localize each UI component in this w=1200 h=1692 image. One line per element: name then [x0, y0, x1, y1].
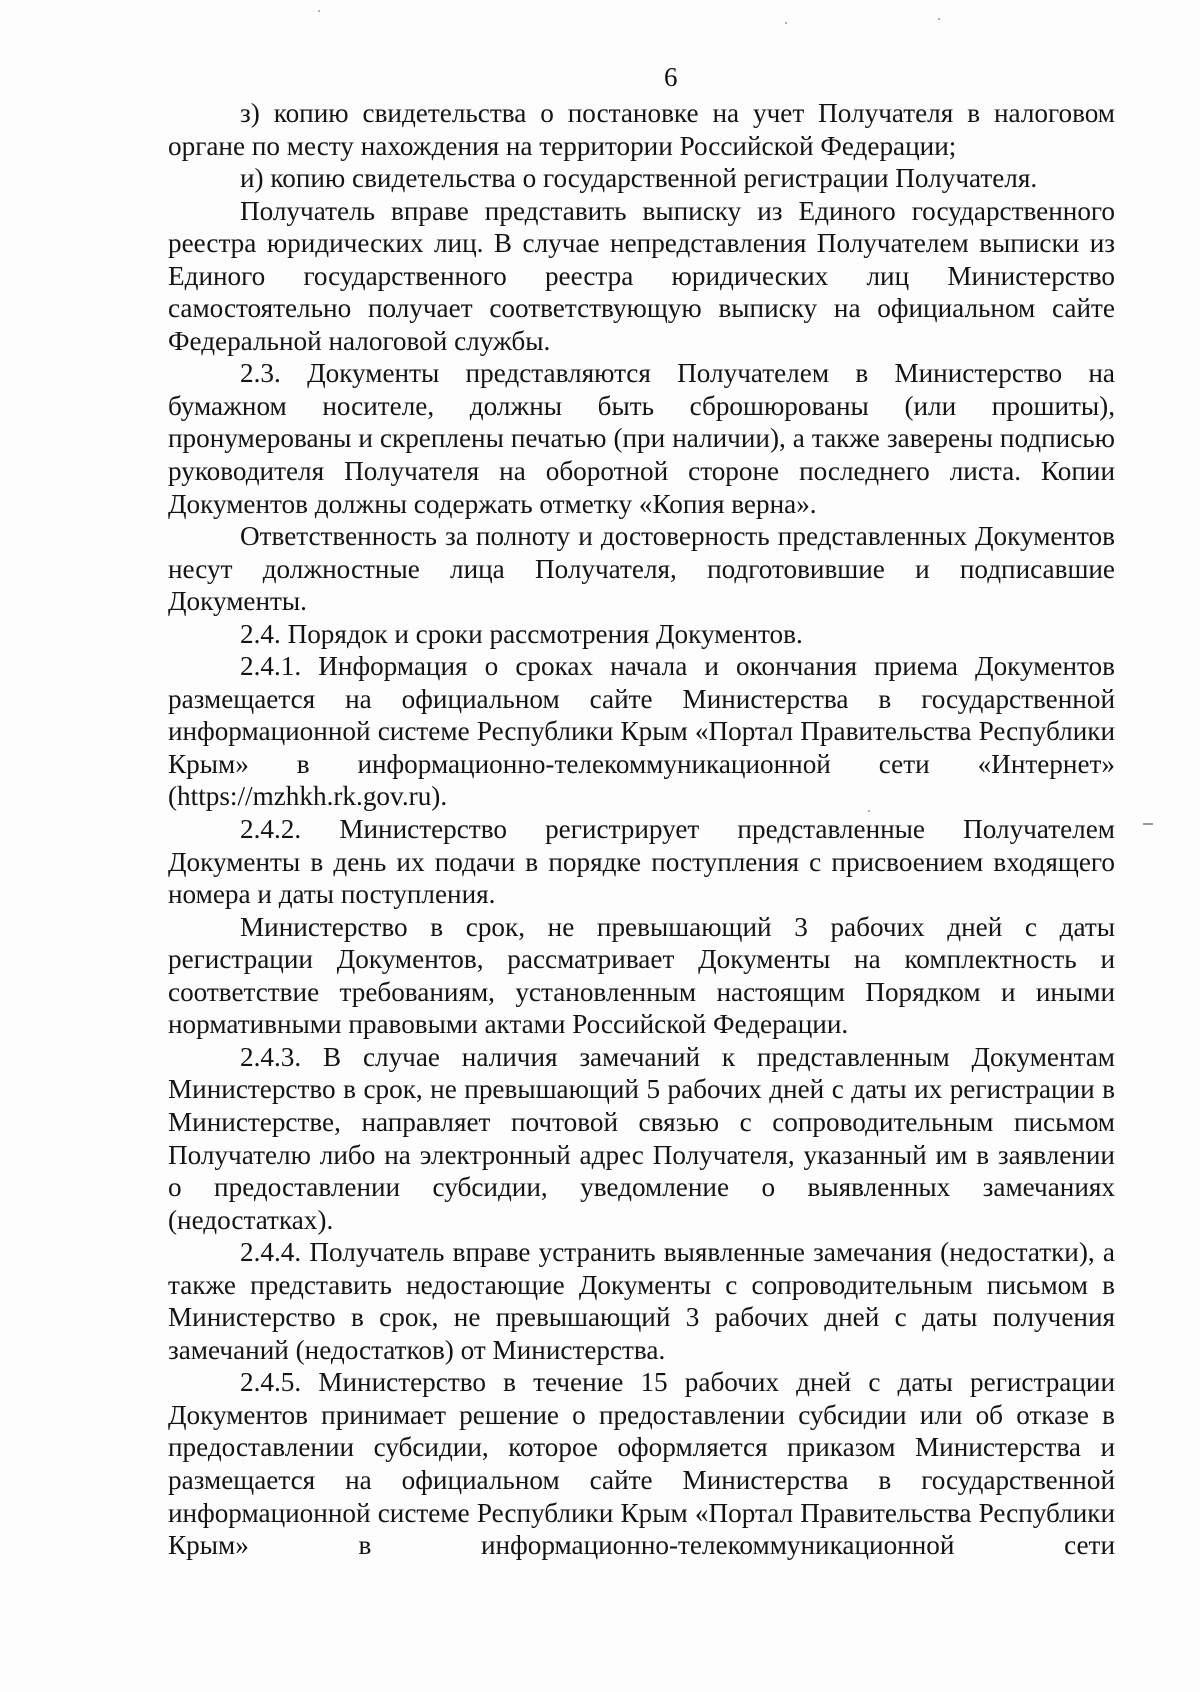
paragraph-z-tax-certificate: з) копию свидетельства о постановке на учет Получателя в налоговом органе по месту нахождения на территории Российской Федерации;	[168, 98, 1115, 161]
paragraph-2-4-4: 2.4.4. Получатель вправе устранить выявленные замечания (недостатки), а также представить недостающие Документы с сопроводительным письмом в Министерство в срок, не превышающий 3 рабочих дней с даты получения замечаний (недостатков) от Министерства.	[168, 1237, 1115, 1365]
paragraph-i-registration-certificate: и) копию свидетельства о государственной регистрации Получателя.	[240, 163, 1038, 194]
paragraph-2-4-1: 2.4.1. Информация о сроках начала и окончания приема Документов размещается на официальном сайте Министерства в государственной информационной системе Республики Крым «Портал Правительства Республики Крым» в информационно-телекоммуникационной сети «Интернет» (https://mzhkh.rk.gov.ru).	[168, 651, 1115, 812]
page-number: 6	[664, 62, 678, 92]
document-body	[168, 97, 1115, 1562]
paragraph-2-3: 2.3. Документы представляются Получателем в Министерство на бумажном носителе, должны быть сброшюрованы (или прошиты), пронумерованы и скреплены печатью (при наличии), а также заверены подписью руководителя Получателя на оборотной стороне последнего листа. Копии Документов должны содержать отметку «Копия верна».	[168, 358, 1115, 519]
paragraph-2-4: 2.4. Порядок и сроки рассмотрения Документов.	[240, 618, 803, 649]
paragraph-2-4-5: 2.4.5. Министерство в течение 15 рабочих дней с даты регистрации Документов принимает решение о предоставлении субсидии или об отказе в предоставлении субсидии, которое оформляется приказом Министерства и размещается на официальном сайте Министерства в государственной информационной системе Республики Крым «Портал Правительства Республики Крым» в информационно-телекоммуникационной сети	[168, 1367, 1115, 1561]
paragraph-2-4-2: 2.4.2. Министерство регистрирует представленные Получателем Документы в день их подачи в порядке поступления с присвоением входящего номера и даты поступления.	[168, 814, 1115, 910]
paragraph-responsibility: Ответственность за полноту и достоверность представленных Документов несут должностные лица Получателя, подготовившие и подписавшие Документы.	[168, 521, 1115, 617]
paragraph-egrul-extract: Получатель вправе представить выписку из Единого государственного реестра юридических лиц. В случае непредставления Получателем выписки из Единого государственного реестра юридических лиц Министерство самостоятельно получает соответствующую выписку на официальном сайте Федеральной налоговой службы.	[168, 195, 1115, 356]
paragraph-2-4-3: 2.4.3. В случае наличия замечаний к представленным Документам Министерство в срок, не превышающий 5 рабочих дней с даты их регистрации в Министерстве, направляет почтовой связью с сопроводительным письмом Получателю либо на электронный адрес Получателя, указанный им в заявлении о предоставлении субсидии, уведомление о выявленных замечаниях (недостатках).	[168, 1041, 1115, 1235]
paragraph-review-period: Министерство в срок, не превышающий 3 рабочих дней с даты регистрации Документов, рассматривает Документы на комплектность и соответствие требованиям, установленным настоящим Порядком и иными нормативными правовыми актами Российской Федерации.	[168, 911, 1115, 1040]
